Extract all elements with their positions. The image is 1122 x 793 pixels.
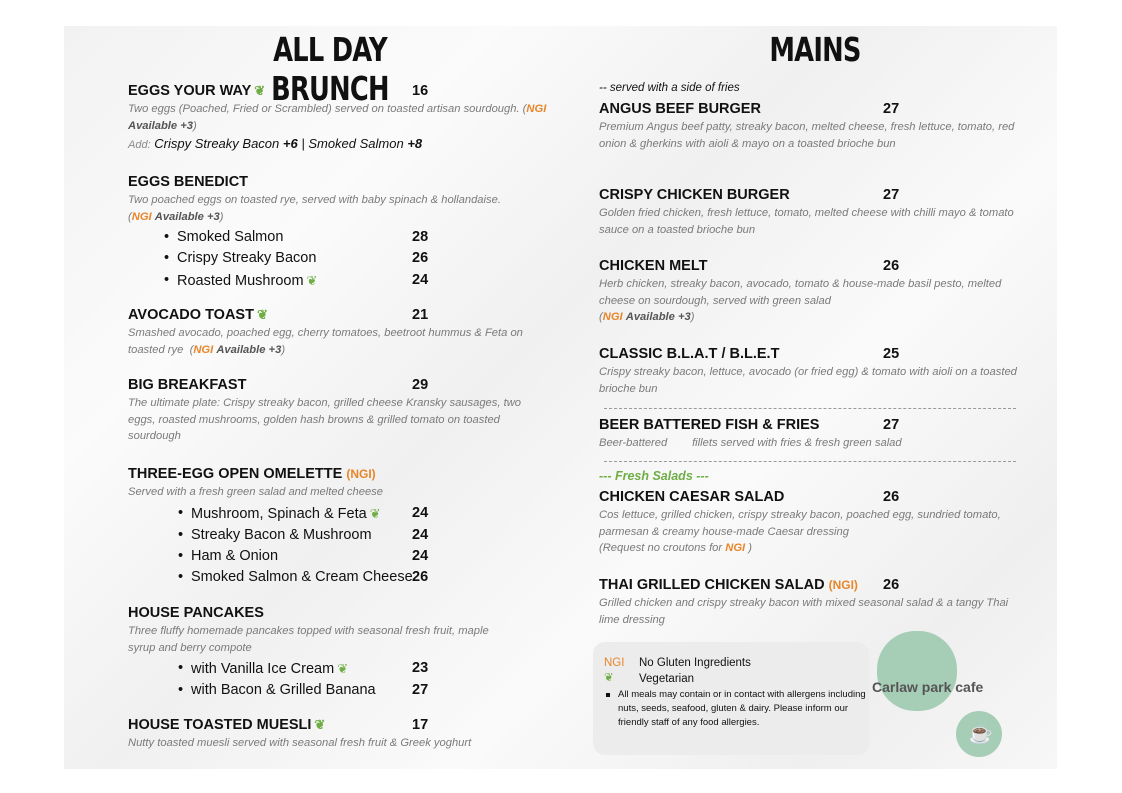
item-price: 16	[412, 83, 429, 99]
menu-item-muesli	[128, 716, 548, 752]
coffee-cup-icon: ☕	[968, 723, 993, 745]
item-price: 25	[883, 346, 900, 362]
vegetarian-leaf-icon: ❦	[306, 272, 318, 288]
fresh-salads-label: --- Fresh Salads ---	[599, 469, 709, 483]
menu-item-angus-burger	[599, 100, 1019, 152]
menu-item-blat	[599, 345, 1019, 397]
vegetarian-leaf-icon: ❦	[254, 83, 266, 98]
list-item: • Ham & Onion 24	[191, 546, 548, 567]
list-item: • Mushroom, Spinach & Feta ❦ 24	[191, 503, 548, 525]
item-title: CHICKEN CAESAR SALAD	[599, 489, 785, 505]
item-title: ANGUS BEEF BURGER	[599, 101, 761, 117]
item-title: BIG BREAKFAST	[128, 377, 247, 393]
add-ons: Add: Crispy Streaky Bacon +6 | Smoked Salmon +8	[128, 136, 423, 151]
list-item: • Smoked Salmon 28	[177, 227, 548, 248]
item-description: Grilled chicken and crispy streaky bacon with mixed seasonal salad & a tangy Thai lime dressing	[599, 597, 1009, 626]
vegetarian-leaf-icon: ❦	[337, 661, 349, 676]
item-title: CHICKEN MELT	[599, 258, 708, 274]
logo-shape	[877, 631, 957, 711]
item-title: EGGS YOUR WAY	[128, 83, 252, 99]
divider	[604, 461, 1016, 462]
item-description: Herb chicken, streaky bacon, avocado, tomato & house-made basil pesto, melted cheese on sourdough, served with green salad (NGI Available +3)	[599, 278, 1002, 323]
item-title: BEER BATTERED FISH & FRIES	[599, 417, 820, 433]
item-title: CRISPY CHICKEN BURGER	[599, 187, 790, 203]
item-price: 27	[883, 187, 900, 203]
menu-item-fish-fries	[599, 416, 1019, 452]
menu-item-eggs-benedict	[128, 173, 548, 292]
item-title: THREE-EGG OPEN OMELETTE	[128, 466, 343, 482]
menu-item-caesar-salad	[599, 488, 1019, 557]
item-title: HOUSE TOASTED MUESLI	[128, 717, 312, 733]
option-list	[191, 503, 548, 589]
item-description: The ultimate plate: Crispy streaky bacon, grilled cheese Kransky sausages, two eggs, roasted mushrooms, golden hash browns & grilled tomato on toasted sourdough	[128, 397, 521, 442]
item-description: Beer-battered fillets served with fries & fresh green salad	[599, 437, 902, 449]
item-price: 26	[883, 258, 900, 274]
menu-item-big-breakfast	[128, 376, 548, 445]
item-description: Two eggs (Poached, Fried or Scrambled) served on toasted artisan sourdough. (NGI Available +3)	[128, 103, 547, 132]
item-title: HOUSE PANCAKES	[128, 605, 264, 621]
legend-ngi: NGI	[604, 657, 625, 669]
list-item: • Streaky Bacon & Mushroom 24	[191, 525, 548, 546]
allergen-note: All meals may contain or in contact with allergens including nuts, seeds, seafood, gluten & dairy. Please inform our friendly staff of any food allergies.	[618, 689, 866, 728]
option-list	[191, 658, 548, 702]
item-title: CLASSIC B.L.A.T / B.L.E.T	[599, 346, 780, 362]
item-title: EGGS BENEDICT	[128, 174, 249, 190]
item-price: 26	[883, 577, 900, 593]
list-item: • Roasted Mushroom ❦ 24	[177, 270, 548, 292]
bullet-icon	[606, 693, 610, 697]
option-list	[177, 227, 548, 292]
cafe-logo-name: Carlaw park cafe	[872, 679, 984, 695]
served-note: -- served with a side of fries	[599, 82, 740, 94]
item-description: Golden fried chicken, fresh lettuce, tomato, melted cheese with chilli mayo & tomato sauce on a toasted brioche bun	[599, 207, 1014, 236]
mains-heading: MAINS	[769, 30, 861, 69]
menu-item-chicken-melt	[599, 257, 1019, 326]
item-description: Crispy streaky bacon, lettuce, avocado (or fried egg) & tomato with aioli on a toasted brioche bun	[599, 366, 1017, 395]
menu-item-thai-salad	[599, 576, 1019, 628]
item-price: 17	[412, 717, 429, 733]
ngi-tag: (NGI)	[828, 578, 858, 592]
item-title: AVOCADO TOAST	[128, 307, 254, 323]
menu-item-crispy-chicken-burger	[599, 186, 1019, 238]
item-price: 26	[883, 489, 900, 505]
item-description: Two poached eggs on toasted rye, served with baby spinach & hollandaise. (NGI Available +3)	[128, 194, 505, 223]
item-description: Three fluffy homemade pancakes topped with seasonal fresh fruit, maple syrup and berry compote	[128, 625, 489, 654]
vegetarian-leaf-icon: ❦	[314, 717, 326, 732]
item-description: Cos lettuce, grilled chicken, crispy streaky bacon, poached egg, sundried tomato, parmesan & creamy house-made Caesar dressing (Request no croutons for NGI )	[599, 509, 1001, 554]
menu-item-omelette	[128, 465, 548, 589]
menu-item-eggs-your-way	[128, 82, 548, 154]
list-item: • with Bacon & Grilled Banana 27	[191, 680, 548, 701]
menu-item-pancakes	[128, 604, 548, 702]
item-price: 21	[412, 307, 429, 323]
item-price: 27	[883, 101, 900, 117]
vegetarian-leaf-icon: ❦	[256, 307, 268, 322]
menu-item-avocado-toast	[128, 306, 548, 358]
item-price: 27	[883, 417, 900, 433]
vegetarian-leaf-icon: ❦	[604, 672, 614, 684]
divider	[604, 408, 1016, 409]
item-price: 29	[412, 377, 429, 393]
legend-veg-text: Vegetarian	[639, 673, 694, 685]
allergen-legend	[593, 642, 869, 755]
list-item: • Crispy Streaky Bacon 26	[177, 248, 548, 269]
list-item: • Smoked Salmon & Cream Cheese 26	[191, 567, 548, 588]
vegetarian-leaf-icon: ❦	[369, 505, 381, 521]
ngi-tag: (NGI)	[346, 467, 376, 481]
legend-ngi-text: No Gluten Ingredients	[639, 657, 751, 669]
item-description: Nutty toasted muesli served with seasonal fresh fruit & Greek yoghurt	[128, 737, 472, 749]
item-title: THAI GRILLED CHICKEN SALAD	[599, 577, 825, 593]
item-description: Smashed avocado, poached egg, cherry tomatoes, beetroot hummus & Feta on toasted rye (NGI Available +3)	[128, 327, 523, 356]
list-item: • with Vanilla Ice Cream ❦ 23	[191, 658, 548, 680]
item-description: Served with a fresh green salad and melted cheese	[128, 486, 383, 498]
brunch-heading: ALL DAY BRUNCH	[271, 30, 389, 108]
item-description: Premium Angus beef patty, streaky bacon, melted cheese, fresh lettuce, tomato, red onion & gherkins with aioli & mayo on a toasted brioche bun	[599, 121, 1015, 150]
